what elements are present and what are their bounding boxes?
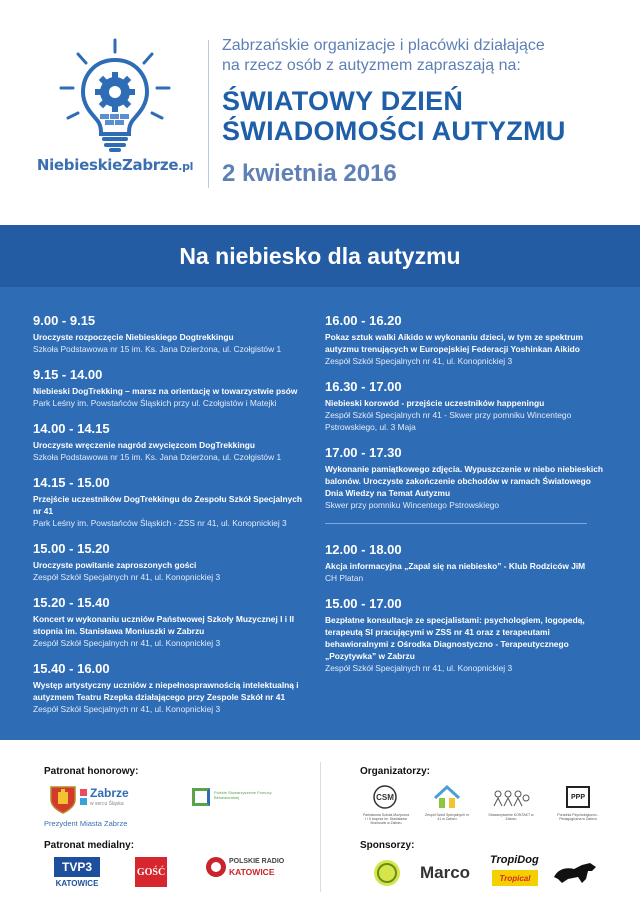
schedule-title: Bezpłatne konsultacje ze specjalistami: psychologiem, logopedą, terapeutą SI pracującymi w ZSS nr 41 oraz z terapeutami behawioralnymi z Ośrodka Diagnostyczno - Terapeutycznego „Pozytywka” w Zabrzu	[325, 615, 585, 661]
zss-logo-icon	[432, 784, 462, 810]
schedule-time: 15.20 - 15.40	[33, 595, 110, 610]
schedule-item	[325, 596, 610, 674]
schedule-time: 16.00 - 16.20	[325, 313, 402, 328]
schedule-place: Zespół Szkół Specjalnych nr 41, ul. Konopnickiej 3	[33, 572, 221, 582]
schedule-title: Koncert w wykonaniu uczniów Państwowej Szkoły Muzycznej I i II stopnia im. Stanisława Moniuszki w Zabrzu	[33, 614, 295, 636]
schedule-time: 9.15 - 14.00	[33, 367, 103, 382]
niebieskie-zabrze-logo	[30, 38, 200, 188]
banner-title: Na niebiesko dla autyzmu	[179, 243, 461, 269]
sponsor-tropidog: TropiDog	[490, 854, 539, 866]
tvp3-logo: TVP3	[54, 857, 100, 877]
zabrze-logo-mark-icon	[80, 789, 87, 796]
sponsor-marco: Marco	[420, 863, 471, 882]
sponsor-dog-icon	[550, 857, 600, 887]
schedule-right-column	[325, 313, 610, 686]
polskie-radio-label: POLSKIE RADIO	[229, 858, 285, 865]
psm-logo-icon	[372, 784, 398, 810]
polskie-radio-city: KATOWICE	[229, 867, 275, 877]
event-title	[222, 86, 632, 146]
org-kontakt-text: Stowarzyszenie KONTAKT w Zabrzu	[488, 813, 534, 821]
schedule-item	[33, 595, 311, 649]
schedule-title: Niebieski korowód - przejście uczestników happeningu	[325, 398, 545, 408]
pspb-text: Polskie Stowarzyszenie Pomocy Behawioralnej	[214, 790, 272, 800]
kontakt-logo-icon	[492, 788, 530, 808]
intro-text	[222, 36, 622, 76]
banner	[0, 225, 640, 287]
schedule-separator	[325, 523, 587, 524]
schedule-title: Uroczyste powitanie zaproszonych gości	[33, 560, 197, 570]
intro-line-1: Zabrzańskie organizacje i placówki działające	[222, 37, 545, 54]
tvp3-city: KATOWICE	[55, 879, 99, 888]
zabrze-tagline: w sercu Śląska	[90, 801, 124, 807]
schedule-title: Uroczyste rozpoczęcie Niebieskiego Dogtrekkingu	[33, 332, 234, 342]
footer-divider	[320, 762, 321, 892]
schedule-title: Przejście uczestników DogTrekkingu do Zespołu Szkół Specjalnych nr 41	[33, 494, 303, 516]
schedule-title: Wykonanie pamiątkowego zdjęcia. Wypuszczenie w niebo niebieskich balonów. Uroczyste zakończenie obchodów w ramach Światowego Dnia Wiedzy na Temat Autyzmu	[325, 464, 604, 498]
schedule-title: Akcja informacyjna „Zapal się na niebiesko” - Klub Rodziców JiM	[325, 561, 586, 571]
media-patronage-label: Patronat medialny:	[44, 840, 135, 851]
schedule-time: 15.40 - 16.00	[33, 661, 110, 676]
schedule-place: Zespół Szkół Specjalnych nr 41, ul. Konopnickiej 3	[325, 356, 513, 366]
event-title-line-1: ŚWIATOWY DZIEŃ	[222, 86, 464, 116]
schedule-item	[325, 313, 610, 367]
schedule-title: Występ artystyczny uczniów z niepełnosprawnością intelektualną i autyzmem Teatru Rzepka działającego przy Zespole Szkół nr 41	[33, 680, 299, 702]
schedule-place: Zespół Szkół Specjalnych nr 41, ul. Konopnickiej 3	[33, 638, 221, 648]
sponsors-footer	[0, 740, 640, 905]
schedule-item	[325, 542, 610, 584]
schedule-item	[33, 313, 311, 355]
schedule-place: Szkoła Podstawowa nr 15 im. Ks. Jana Dzierżona, ul. Czołgistów 1	[33, 452, 282, 462]
schedule-title: Uroczyste wręczenie nagród zwycięzcom DogTrekkingu	[33, 440, 256, 450]
schedule-time: 14.15 - 15.00	[33, 475, 110, 490]
schedule-item	[325, 379, 610, 433]
schedule-place: Zespół Szkół Specjalnych nr 41, ul. Konopnickiej 3	[325, 663, 513, 673]
schedule-title: Niebieski DogTrekking – marsz na orientację w towarzystwie psów	[33, 386, 298, 396]
schedule-item	[33, 421, 311, 463]
gosc-logo: GOŚĆ	[135, 857, 167, 887]
schedule-place: Zespół Szkół Specjalnych nr 41, ul. Konopnickiej 3	[33, 704, 221, 714]
schedule-place: Park Leśny im. Powstańców Śląskich przy ul. Czołgistów i Matejki	[33, 398, 277, 408]
schedule-item	[33, 541, 311, 583]
header-divider	[208, 40, 209, 188]
schedule-item	[33, 661, 311, 715]
org-zss-text: Zespół Szkół Specjalnych nr 41 w Zabrzu	[425, 813, 469, 821]
polskie-radio-icon	[205, 856, 227, 878]
schedule-item	[33, 367, 311, 409]
schedule-place: CH Platan	[325, 573, 364, 583]
honorary-patronage-label: Patronat honorowy:	[44, 766, 139, 777]
schedule-time: 17.00 - 17.30	[325, 445, 402, 460]
schedule-time: 9.00 - 9.15	[33, 313, 96, 328]
schedule-place: Skwer przy pomniku Wincentego Pstrowskiego	[325, 500, 500, 510]
schedule-time: 16.30 - 17.00	[325, 379, 402, 394]
zabrze-logo-text: Zabrze	[90, 786, 129, 800]
logo-wordmark: NiebieskieZabrze.pl	[36, 156, 194, 174]
schedule-left-column	[33, 313, 311, 727]
schedule-place: Park Leśny im. Powstańców Śląskich - ZSS nr 41, ul. Konopnickiej 3	[33, 518, 287, 528]
intro-line-2: na rzecz osób z autyzmem zapraszają na:	[222, 57, 521, 74]
zabrze-crest-icon	[50, 784, 76, 814]
sponsors-label: Sponsorzy:	[360, 840, 415, 851]
schedule-time: 15.00 - 15.20	[33, 541, 110, 556]
svg-text:CSM: CSM	[376, 793, 394, 802]
lightbulb-gear-icon	[56, 38, 174, 153]
sponsor-tropical: Tropical	[492, 870, 538, 886]
schedule-item	[325, 445, 610, 511]
sponsor-green-emblem-icon	[372, 858, 402, 888]
schedule-title: Pokaz sztuk walki Aikido w wykonaniu dzieci, w tym ze spektrum autyzmu trenujących w Europejskiej Federacji Yoshinkan Aikido	[325, 332, 583, 354]
schedule-time: 12.00 - 18.00	[325, 542, 402, 557]
president-label: Prezydent Miasta Zabrze	[44, 819, 128, 828]
poster-header	[0, 0, 640, 225]
org-psm-text: Państwowa Szkoła Muzyczna I i II stopnia im. Stanisława Moniuszki w Zabrzu	[362, 813, 410, 825]
zabrze-logo-mark-icon-2	[80, 798, 87, 805]
schedule-item	[33, 475, 311, 529]
organizers-label: Organizatorzy:	[360, 766, 431, 777]
schedule-place: Zespół Szkół Specjalnych nr 41 - Skwer przy pomniku Wincentego Pstrowskiego, ul. 3 Maja	[325, 410, 572, 432]
schedule-time: 14.00 - 14.15	[33, 421, 110, 436]
pspb-logo-icon	[192, 788, 210, 806]
schedule-place: Szkoła Podstawowa nr 15 im. Ks. Jana Dzierżona, ul. Czołgistów 1	[33, 344, 282, 354]
ppp-logo: PPP	[566, 786, 590, 808]
event-date: 2 kwietnia 2016	[222, 160, 397, 187]
schedule-time: 15.00 - 17.00	[325, 596, 402, 611]
org-ppp-text: Poradnia Psychologiczno - Pedagogiczna w Zabrzu	[557, 813, 599, 821]
event-title-line-2: ŚWIADOMOŚCI AUTYZMU	[222, 116, 566, 146]
